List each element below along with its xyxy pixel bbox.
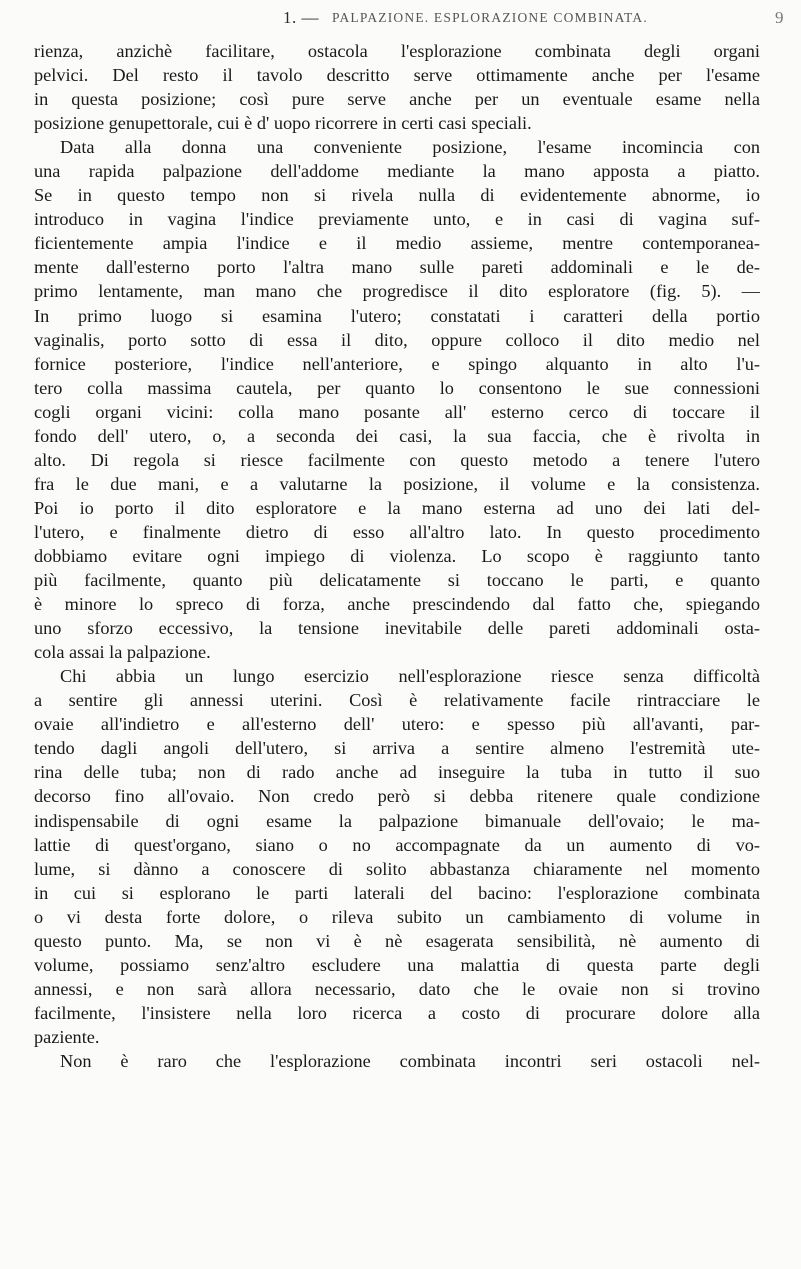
text-line: tendo dagli angoli dell'utero, si arriva a sentire almeno l'estremità ute-: [34, 738, 760, 759]
text-line: posizione genupettorale, cui è d' uopo ricorrere in certi casi speciali.: [34, 113, 532, 134]
text-line: a sentire gli annessi uterini. Così è relativamente facile rintracciare le: [34, 690, 760, 711]
text-line: In primo luogo si esamina l'utero; constatati i caratteri della portio: [34, 305, 760, 326]
body-text: [34, 39, 760, 1073]
text-line: mente dall'esterno porto l'altra mano sulle pareti addominali e le de-: [34, 257, 760, 278]
paragraph-first-line: Chi abbia un lungo esercizio nell'esplorazione riesce senza difficoltà: [60, 666, 760, 687]
text-line: fornice posteriore, l'indice nell'anteriore, e spingo alquanto in alto l'u-: [34, 353, 760, 374]
paragraph-first-line: Non è raro che l'esplorazione combinata incontri seri ostacoli nel-: [60, 1050, 760, 1071]
text-line: uno sforzo eccessivo, la tensione inevitabile delle pareti addominali osta-: [34, 618, 760, 639]
text-line: Poi io porto il dito esploratore e la mano esterna ad uno dei lati del-: [34, 497, 760, 518]
text-line: decorso fino all'ovaio. Non credo però si debba ritenere quale condizione: [34, 786, 760, 807]
text-line: vaginalis, porto sotto di essa il dito, oppure colloco il dito medio nel: [34, 329, 760, 350]
text-line: questo punto. Ma, se non vi è nè esagerata sensibilità, nè aumento di: [34, 930, 760, 951]
text-line: fra le due mani, e a valutarne la posizione, il volume e la consistenza.: [34, 473, 760, 494]
paragraph-last-line: paziente.: [34, 1026, 100, 1047]
text-line: Se in questo tempo non si rivela nulla di evidentemente abnorme, io: [34, 185, 760, 206]
text-line: più facilmente, quanto più delicatamente si toccano le parti, e quanto: [34, 570, 760, 591]
text-line: volume, possiamo senz'altro escludere una malattia di questa parte degli: [34, 954, 760, 975]
text-line: lume, si dànno a conoscere di solito abbastanza chiaramente nel momento: [34, 858, 760, 879]
text-line: primo lentamente, man mano che progredisce il dito esploratore (fig. 5). —: [34, 281, 760, 302]
text-line: dobbiamo evitare ogni impiego di violenza. Lo scopo è raggiunto tanto: [34, 545, 760, 566]
text-line: annessi, e non sarà allora necessario, dato che le ovaie non si trovino: [34, 978, 760, 999]
text-line: fondo dell' utero, o, a seconda dei casi, la sua faccia, che è rivolta in: [34, 425, 760, 446]
running-head: [40, 8, 792, 34]
text-line: in cui si esplorano le parti laterali del bacino: l'esplorazione combinata: [34, 882, 760, 903]
text-line: introduco in vagina l'indice previamente unto, e in casi di vagina suf-: [34, 209, 760, 230]
text-line: tero colla massima cautela, per quanto lo consentono le sue connessioni: [34, 377, 760, 398]
running-title: PALPAZIONE. ESPLORAZIONE COMBINATA.: [332, 10, 648, 25]
text-line: è minore lo spreco di forza, anche prescindendo dal fatto che, spiegando: [34, 594, 760, 615]
text-line: rienza, anzichè facilitare, ostacola l'esplorazione combinata degli organi: [34, 41, 760, 61]
paragraph-first-line: Data alla donna una conveniente posizione, l'esame incomincia con: [60, 137, 760, 158]
text-line: o vi desta forte dolore, o rileva subito un cambiamento di volume in: [34, 906, 760, 927]
text-line: indispensabile di ogni esame la palpazione bimanuale dell'ovaio; le ma-: [34, 810, 760, 831]
chapter-number: 1. —: [283, 8, 319, 27]
text-line: facilmente, l'insistere nella loro ricerca a costo di procurare dolore alla: [34, 1002, 760, 1023]
paragraph-last-line: cola assai la palpazione.: [34, 642, 211, 663]
text-line: ficientemente ampia l'indice e il medio assieme, mentre contemporanea-: [34, 233, 760, 254]
text-line: in questa posizione; così pure serve anche per un eventuale esame nella: [34, 89, 760, 110]
text-line: alto. Di regola si riesce facilmente con questo metodo a tenere l'utero: [34, 449, 760, 470]
text-line: ovaie all'indietro e all'esterno dell' utero: e spesso più all'avanti, par-: [34, 714, 760, 735]
text-line: cogli organi vicini: colla mano posante all' esterno cerco di toccare il: [34, 401, 760, 422]
text-line: rina delle tuba; non di rado anche ad inseguire la tuba in tutto il suo: [34, 762, 760, 783]
text-line: l'utero, e finalmente dietro di esso all'altro lato. In questo procedimento: [34, 521, 760, 542]
text-line: pelvici. Del resto il tavolo descritto serve ottimamente anche per l'esame: [34, 65, 760, 86]
text-line: una rapida palpazione dell'addome mediante la mano apposta a piatto.: [34, 161, 760, 182]
text-line: lattie di quest'organo, siano o no accompagnate da un aumento di vo-: [34, 834, 760, 855]
page-number: 9: [775, 8, 784, 27]
